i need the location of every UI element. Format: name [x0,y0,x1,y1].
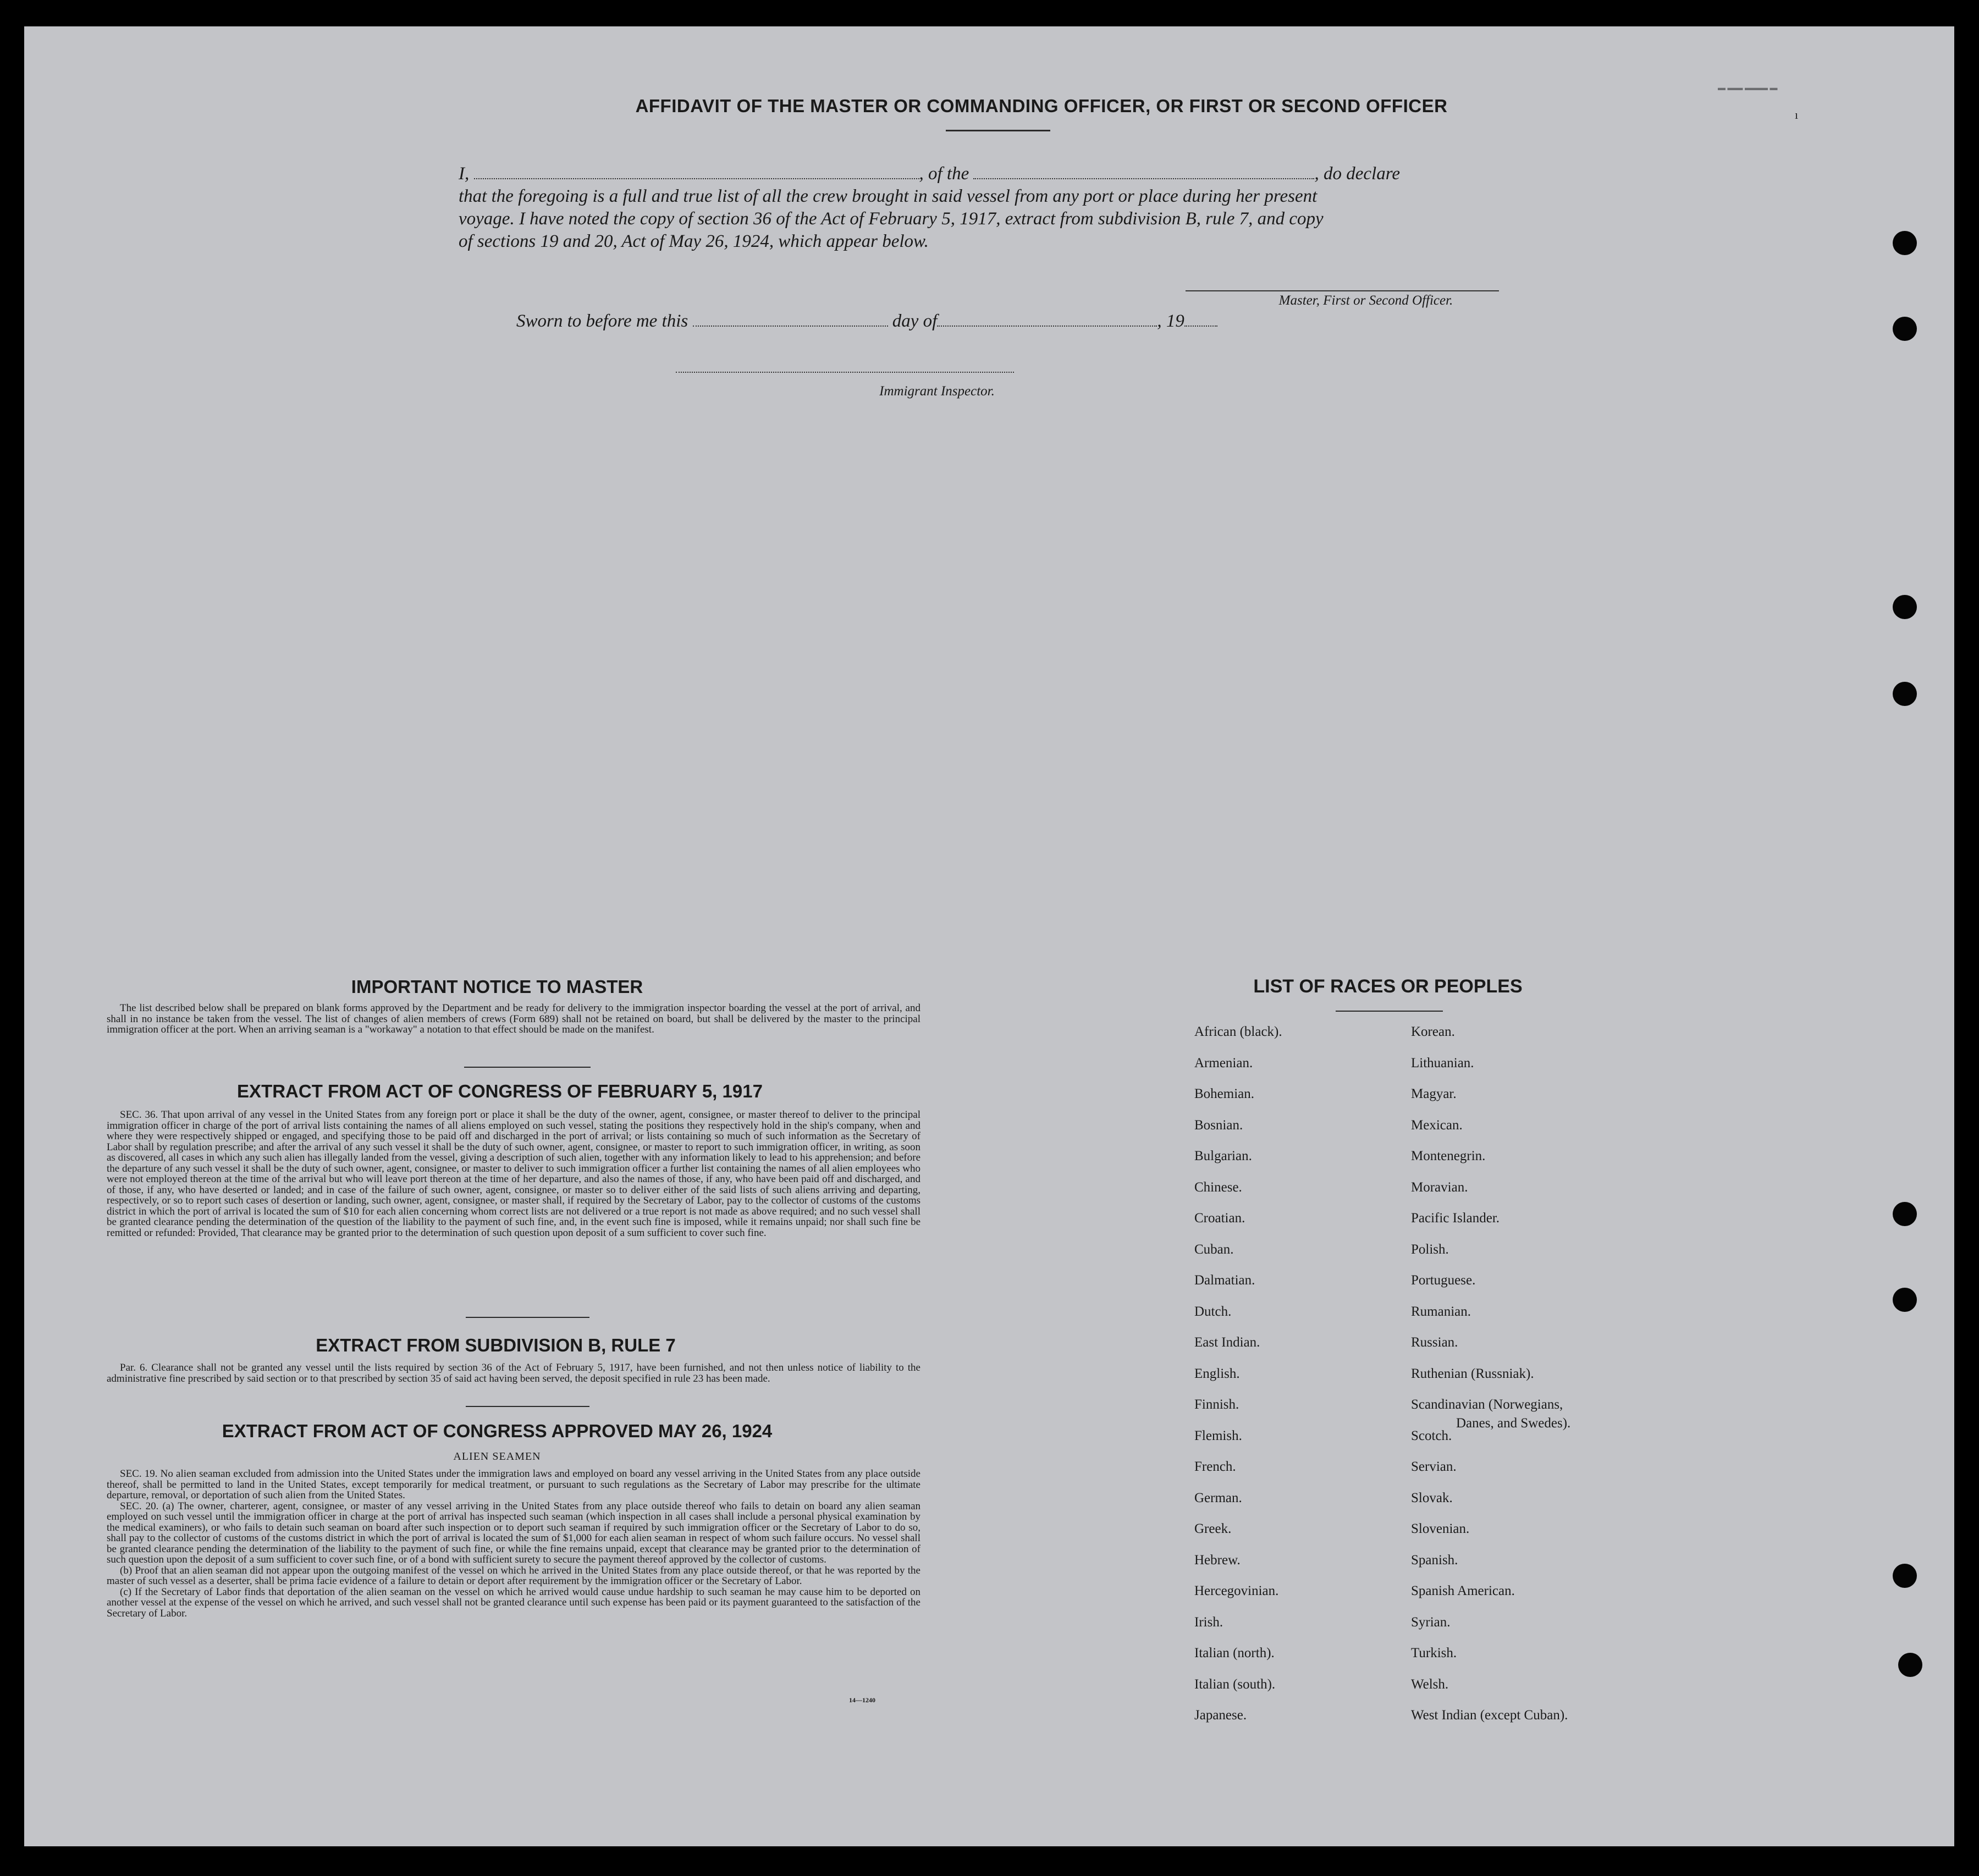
race-item: Pacific Islander. [1411,1211,1500,1226]
race-item: Irish. [1194,1614,1223,1630]
race-item: Japanese. [1194,1708,1247,1723]
race-item: Korean. [1411,1024,1455,1039]
divider-2 [466,1317,589,1318]
race-item: African (black). [1194,1024,1282,1039]
race-item: East Indian. [1194,1335,1260,1350]
race-item: Scotch. [1411,1428,1452,1443]
sworn-line [516,311,1217,332]
race-item: Slovak. [1411,1490,1453,1505]
name-blank[interactable] [474,166,919,179]
race-item: French. [1194,1459,1236,1474]
master-signature-label: Master, First or Second Officer. [1278,293,1453,308]
race-item: Italian (south). [1194,1676,1276,1692]
notice-text: The list described below shall be prepared on blank forms approved by the Department and be ready for delivery to the immigration inspector boarding the vessel at the port of arrival, and shall in no instance be taken from the vessel. The list of changes of alien members of crews (Form 689) shall not be retained on board, but shall be delivered by the master to the principal immigration officer at the port. When an arriving seaman is a "workaway" a notation to that effect should be made on the manifest. [107,1002,920,1035]
race-item: Portuguese. [1411,1273,1476,1288]
sec20a: SEC. 20. (a) The owner, charterer, agent, consignee, or master of any vessel arriving in the United States from any place outside thereof who fails to detain on board any alien seaman employed on such vessel until the immigration officer in charge at the port of arrival has inspected such seaman (which inspection in all cases shall include a personal physical examination by the medical examiners), or who fails to detain such seaman on board after such inspection or to deport such seaman if required by such immigration officer or the Secretary of Labor to do so, shall pay to the collector of customs of the customs district in which the port of arrival is located the sum of $1,000 for each alien seaman in respect of whom such failure occurs. No vessel shall be granted clearance pending the determination of the liability to the payment of such fine, or while the fine remains unpaid, except that clearance may be granted prior to the determination of such question upon the deposit of a sum sufficient to cover such fine, or of a bond with sufficient surety to secure the payment thereof approved by the collector of customs. [107,1500,920,1565]
race-item: English. [1194,1366,1240,1381]
race-item: Welsh. [1411,1676,1449,1692]
race-item: Cuban. [1194,1242,1234,1257]
race-item: Dutch. [1194,1304,1232,1319]
binder-hole [1893,595,1917,619]
race-item: West Indian (except Cuban). [1411,1708,1568,1723]
race-item: Polish. [1411,1242,1449,1257]
binder-hole [1893,231,1917,255]
extract-1924-text [107,1469,920,1619]
binder-hole [1893,317,1917,341]
decl-declare: , do declare [1314,164,1400,184]
sworn-prefix: Sworn to before me this [516,311,688,331]
margin-mark: ı [1795,108,1799,122]
races-title: LIST OF RACES OR PEOPLES [1253,976,1523,997]
title-rule [946,130,1050,131]
decl-line4: of sections 19 and 20, Act of May 26, 1924, which appear below. [459,231,929,251]
sec19: SEC. 19. No alien seaman excluded from admission into the United States under the immigration laws and employed on board any vessel arriving in the United States from any place outside thereof, shall be permitted to land in the United States, except temporarily for medical treatment, or pursuant to such regulations as the Secretary of Labor may prescribe for the ultimate departure, removal, or deportation of such alien from the United States. [107,1468,920,1501]
sworn-day-of: day of [892,311,938,331]
binder-hole [1898,1653,1922,1677]
race-scandinavian-continued: Danes, and Swedes). [1456,1416,1571,1431]
race-item: Servian. [1411,1459,1457,1474]
decl-i: I, [459,164,470,184]
form-number: 14—1240 [849,1696,875,1704]
race-item: Ruthenian (Russniak). [1411,1366,1534,1381]
sworn-month-blank[interactable] [937,313,1157,327]
race-item: Rumanian. [1411,1304,1471,1319]
race-item: Hebrew. [1194,1552,1241,1568]
race-item: Italian (north). [1194,1646,1275,1660]
race-item: Scandinavian (Norwegians, [1411,1397,1563,1412]
binder-hole [1893,1202,1917,1226]
race-item: Bosnian. [1194,1117,1243,1133]
affidavit-title: AFFIDAVIT OF THE MASTER OR COMMANDING OFFICER, OR FIRST OR SECOND OFFICER [635,96,1448,116]
race-item: Flemish. [1194,1428,1242,1443]
extract-rule7-text: Par. 6. Clearance shall not be granted any vessel until the lists required by section 36 of the Act of February 5, 1917, have been furnished, and not then unless notice of liability to the administrative fine prescribed by said section or to that prescribed by section 35 of said act having been served, the deposit specified in rule 23 has been made. [107,1362,920,1384]
race-item: Mexican. [1411,1117,1463,1133]
race-item: Lithuanian. [1411,1055,1474,1071]
race-item: Spanish American. [1411,1583,1515,1598]
declaration-text [459,163,1558,253]
notice-title: IMPORTANT NOTICE TO MASTER [351,976,643,997]
race-item: Turkish. [1411,1646,1457,1660]
sworn-year-blank[interactable] [1184,313,1217,327]
race-item: German. [1194,1490,1242,1505]
race-item: Syrian. [1411,1614,1451,1630]
alien-seamen-subtitle: ALIEN SEAMEN [453,1450,541,1463]
race-item: Croatian. [1194,1211,1245,1226]
sworn-day-blank[interactable] [693,313,888,327]
sec20c: (c) If the Secretary of Labor finds that deportation of the alien seaman on the vessel on which he arrived would cause undue hardship to such seaman he may cause him to be deported on another vessel at the expense of the vessel on which he arrived, and such vessel shall not be granted clearance until such expense has been paid or its payment guaranteed to the satisfaction of the Secretary of Labor. [107,1586,920,1619]
race-item: Dalmatian. [1194,1273,1255,1288]
race-item: Bulgarian. [1194,1149,1252,1163]
extract-1924-title: EXTRACT FROM ACT OF CONGRESS APPROVED MAY 26, 1924 [222,1421,773,1441]
sworn-year: , 19 [1157,311,1184,331]
race-item: Magyar. [1411,1086,1457,1101]
race-item: Moravian. [1411,1179,1468,1195]
race-item: Chinese. [1194,1179,1242,1195]
master-signature-line[interactable] [1186,290,1499,291]
vessel-blank[interactable] [973,166,1314,179]
sec20b: (b) Proof that an alien seaman did not appear upon the outgoing manifest of the vessel on which he arrived in the United States from any place outside thereof, or that he was reported by the master of such vessel as a deserter, shall be prima facie evidence of a failure to detain or deport after requirement by the immigration officer or the Secretary of Labor. [107,1564,920,1587]
extract-1917-title: EXTRACT FROM ACT OF CONGRESS OF FEBRUARY 5, 1917 [237,1081,763,1101]
race-item: Greek. [1194,1521,1232,1536]
decl-line2: that the foregoing is a full and true list of all the crew brought in said vessel from any port or place during her present [459,186,1318,206]
race-item: Russian. [1411,1335,1458,1350]
races-title-rule [1336,1011,1443,1012]
decl-line3: voyage. I have noted the copy of section 36 of the Act of February 5, 1917, extract from subdivision B, rule 7, and copy [459,209,1324,229]
binder-hole [1893,1288,1917,1312]
divider-1 [464,1067,591,1068]
form-sheet [24,26,1954,1846]
decl-of-the: , of the [919,164,969,184]
race-item: Slovenian. [1411,1521,1470,1536]
inspector-label: Immigrant Inspector. [879,384,995,399]
divider-3 [466,1406,589,1407]
extract-1917-text: SEC. 36. That upon arrival of any vessel in the United States from any foreign port or place it shall be the duty of the owner, agent, consignee, or master thereof to deliver to the principal immigration officer in charge of the port of arrival lists containing the names of all aliens employed on such vessel, stating the positions they respectively hold in the ship's company, when and where they were respectively shipped or engaged, and specifying those to be paid off and discharged in the port of arrival; or lists containing so much of such information as the Secretary of Labor shall by regulation prescribe; and after the arrival of any such vessel it shall be the duty of such owner, agent, consignee, or master to report to such immigration officer, in writing, as soon as discovered, all cases in which any such alien has illegally landed from the vessel, giving a description of such alien, together with any information likely to lead to his apprehension; and before the departure of any such vessel it shall be the duty of such owner, agent, consignee, or master to deliver to such immigration officer a further list containing the names of all alien employees who were not employed thereon at the time of the arrival but who will leave port thereon at the time of her departure, and also the names of those, if any, who have been paid off and discharged, and of those, if any, who have deserted or landed; and in case of the failure of such owner, agent, consignee, or master so to deliver either of the said lists of such aliens arriving and departing, respectively, or so to report such cases of desertion or landing, such owner, agent, consignee, or master shall, if required by the Secretary of Labor, pay to the collector of customs of the customs district in which the port of arrival is located the sum of $10 for each alien concerning whom correct lists are not delivered or a true report is not made as above required; and no such vessel shall be granted clearance pending the determination of the question of the liability to the payment of such fine, and, in the event such fine is imposed, while it remains unpaid; nor shall such fine be remitted or refunded: Provided, That clearance may be granted prior to the determination of such question upon deposit of a sum sufficient to cover such fine. [107,1109,920,1239]
race-item: Hercegovinian. [1194,1583,1279,1598]
race-item: Montenegrin. [1411,1149,1486,1163]
stamp-mark: ▬ ▬▬ ▬▬▬ ▬ [1718,84,1778,92]
binder-hole [1893,1564,1917,1588]
binder-hole [1893,682,1917,706]
race-item: Armenian. [1194,1055,1253,1071]
race-item: Bohemian. [1194,1086,1255,1101]
race-item: Spanish. [1411,1552,1458,1568]
extract-rule7-title: EXTRACT FROM SUBDIVISION B, RULE 7 [316,1335,676,1355]
race-item: Finnish. [1194,1397,1239,1412]
inspector-signature-line[interactable] [676,372,1014,373]
